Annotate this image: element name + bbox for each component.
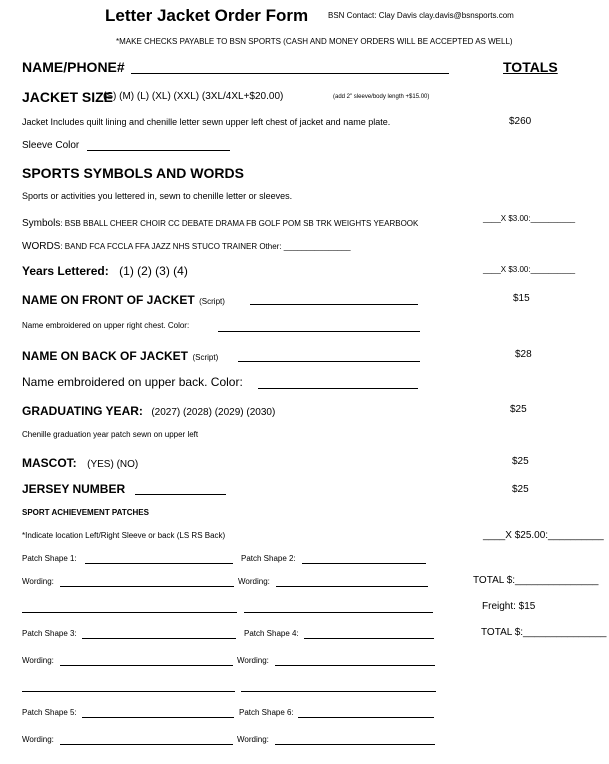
patch-wording-1-extra-field[interactable] bbox=[22, 612, 237, 613]
form-title: Letter Jacket Order Form bbox=[105, 6, 309, 25]
patch-wording-1-field[interactable] bbox=[60, 586, 234, 587]
jacket-price: $260 bbox=[509, 116, 532, 127]
patch-wording-5-field[interactable] bbox=[60, 744, 233, 745]
years-label: Years Lettered: bbox=[22, 264, 109, 278]
words-row[interactable] bbox=[22, 237, 351, 253]
grad-label: GRADUATING YEAR: bbox=[22, 404, 143, 418]
patch-price: ____X $25.00:__________ bbox=[483, 530, 604, 541]
patch-wording-3-extra-field[interactable] bbox=[22, 691, 235, 692]
checks-note: *MAKE CHECKS PAYABLE TO BSN SPORTS (CASH AND MONEY ORDERS WILL BE ACCEPTED AS WELL) bbox=[116, 37, 513, 46]
jacket-includes-note: Jacket Includes quilt lining and chenille letter sewn upper left chest of jacket and name plate. bbox=[22, 117, 391, 127]
patch-shape-6-field[interactable] bbox=[298, 717, 434, 718]
mascot-price: $25 bbox=[512, 456, 529, 467]
patches-heading: SPORT ACHIEVEMENT PATCHES bbox=[22, 508, 149, 517]
back-name-script: (Script) bbox=[192, 353, 219, 362]
grad-note: Chenille graduation year patch sewn on upper left bbox=[22, 430, 199, 439]
patch-shape-1-field[interactable] bbox=[85, 563, 233, 564]
jersey-price: $25 bbox=[512, 484, 529, 495]
totals-heading: TOTALS bbox=[503, 59, 558, 75]
patch-wording-5-label: Wording: bbox=[22, 735, 54, 744]
back-color-note: Name embroidered on upper back. Color: bbox=[22, 375, 243, 389]
patch-shape-4-field[interactable] bbox=[304, 638, 434, 639]
sleeve-color-field[interactable] bbox=[87, 150, 230, 151]
grad-price: $25 bbox=[510, 404, 527, 415]
name-phone-field[interactable] bbox=[131, 73, 449, 74]
sleeve-length-note: (add 2" sleeve/body length +$15.00) bbox=[333, 94, 430, 100]
patch-shape-6-label: Patch Shape 6: bbox=[239, 708, 294, 717]
sports-heading: SPORTS SYMBOLS AND WORDS bbox=[22, 165, 244, 181]
jacket-size-options[interactable]: (S) (M) (L) (XL) (XXL) (3XL/4XL+$20.00) bbox=[103, 91, 284, 102]
total-2: TOTAL $:_______________ bbox=[481, 627, 607, 638]
patch-shape-3-field[interactable] bbox=[82, 638, 236, 639]
words-list[interactable]: : BAND FCA FCCLA FFA JAZZ NHS STUCO TRAINER Other: _______________ bbox=[60, 242, 351, 251]
jersey-field[interactable] bbox=[135, 494, 226, 495]
patch-wording-4-extra-field[interactable] bbox=[241, 691, 436, 692]
sports-description: Sports or activities you lettered in, sewn to chenille letter or sleeves. bbox=[22, 191, 293, 201]
patch-wording-6-field[interactable] bbox=[275, 744, 435, 745]
back-name-price: $28 bbox=[515, 349, 532, 360]
front-color-note: Name embroidered on upper right chest. Color: bbox=[22, 321, 190, 330]
patch-shape-3-label: Patch Shape 3: bbox=[22, 629, 77, 638]
front-name-price: $15 bbox=[513, 293, 530, 304]
symbols-price: ____X $3.00:__________ bbox=[483, 214, 576, 223]
front-name-row bbox=[22, 292, 225, 308]
patch-wording-3-field[interactable] bbox=[60, 665, 233, 666]
front-name-field[interactable] bbox=[250, 304, 418, 305]
mascot-options[interactable]: (YES) (NO) bbox=[87, 459, 139, 470]
mascot-row[interactable] bbox=[22, 455, 138, 471]
patch-shape-2-field[interactable] bbox=[302, 563, 426, 564]
years-row[interactable] bbox=[22, 263, 188, 279]
years-options[interactable]: (1) (2) (3) (4) bbox=[119, 264, 188, 278]
words-label: WORDS bbox=[22, 241, 61, 252]
jacket-size-label: JACKET SIZE bbox=[22, 89, 114, 105]
patch-wording-6-label: Wording: bbox=[237, 735, 269, 744]
patch-shape-1-label: Patch Shape 1: bbox=[22, 554, 77, 563]
patch-wording-2-field[interactable] bbox=[276, 586, 428, 587]
years-price: ____X $3.00:__________ bbox=[483, 265, 576, 274]
symbols-row[interactable] bbox=[22, 214, 418, 230]
patch-wording-4-label: Wording: bbox=[237, 656, 269, 665]
patch-shape-5-field[interactable] bbox=[82, 717, 234, 718]
front-name-label: NAME ON FRONT OF JACKET bbox=[22, 293, 195, 307]
symbols-label: Symbols bbox=[22, 218, 61, 229]
total-1: TOTAL $:_______________ bbox=[473, 575, 599, 586]
patch-wording-4-field[interactable] bbox=[275, 665, 435, 666]
jersey-label: JERSEY NUMBER bbox=[22, 482, 126, 496]
patch-wording-1-label: Wording: bbox=[22, 577, 54, 586]
patch-wording-2-extra-field[interactable] bbox=[244, 612, 433, 613]
patch-shape-4-label: Patch Shape 4: bbox=[244, 629, 299, 638]
patch-wording-3-label: Wording: bbox=[22, 656, 54, 665]
name-phone-label: NAME/PHONE# bbox=[22, 59, 125, 75]
sleeve-color-label: Sleeve Color bbox=[22, 140, 80, 151]
patch-location-note: *Indicate location Left/Right Sleeve or back (LS RS Back) bbox=[22, 531, 226, 540]
back-name-label: NAME ON BACK OF JACKET bbox=[22, 349, 189, 363]
patch-shape-2-label: Patch Shape 2: bbox=[241, 554, 296, 563]
back-name-row bbox=[22, 348, 218, 364]
front-name-script: (Script) bbox=[199, 297, 225, 306]
front-color-field[interactable] bbox=[218, 331, 420, 332]
patch-wording-2-label: Wording: bbox=[238, 577, 270, 586]
grad-options[interactable]: (2027) (2028) (2029) (2030) bbox=[151, 407, 276, 418]
freight: Freight: $15 bbox=[482, 601, 536, 612]
back-name-field[interactable] bbox=[238, 361, 420, 362]
back-color-field[interactable] bbox=[258, 388, 418, 389]
symbols-list[interactable]: : BSB BBALL CHEER CHOIR CC DEBATE DRAMA FB GOLF POM SB TRK WEIGHTS YEARBOOK bbox=[60, 219, 419, 228]
grad-row[interactable] bbox=[22, 403, 275, 419]
patch-shape-5-label: Patch Shape 5: bbox=[22, 708, 77, 717]
contact-info: BSN Contact: Clay Davis clay.davis@bsnsports.com bbox=[328, 11, 514, 20]
mascot-label: MASCOT: bbox=[22, 456, 77, 470]
